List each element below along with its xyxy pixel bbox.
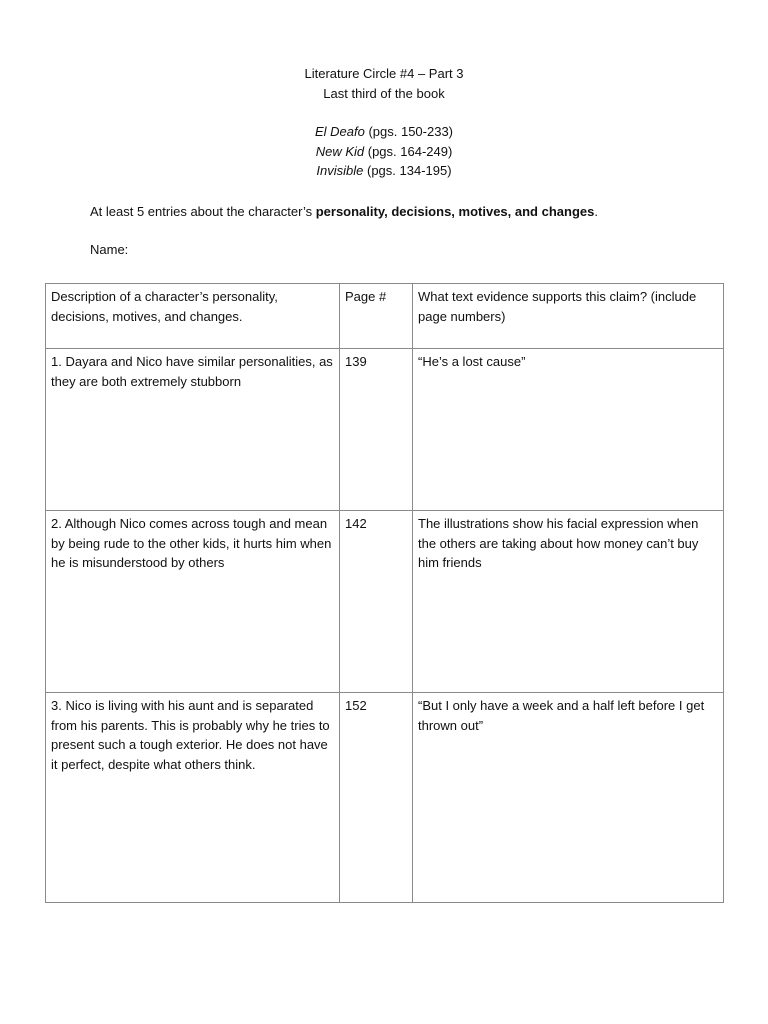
table-header-row [46, 284, 724, 349]
page-cell: 152 [340, 693, 413, 903]
instruction-prefix: At least 5 entries about the character’s [90, 204, 316, 219]
instruction-text [90, 202, 598, 221]
book-title: El Deafo [314, 124, 365, 139]
evidence-cell: “He’s a lost cause” [413, 349, 724, 511]
header-description: Description of a character’s personality, decisions, motives, and changes. [46, 284, 340, 349]
instruction-suffix: . [594, 204, 598, 219]
header-subtitle: Last third of the book [323, 85, 445, 101]
page-cell: 142 [340, 511, 413, 693]
book-line-el-deafo [0, 122, 768, 142]
book-pages: (pgs. 134-195) [363, 163, 452, 178]
book-pages: (pgs. 150-233) [364, 124, 454, 139]
table-row [46, 349, 724, 511]
document-header [0, 64, 768, 181]
name-label: Name: [90, 242, 129, 257]
entries-table [45, 283, 724, 903]
book-line-invisible [0, 161, 768, 181]
instruction-emphasis: personality, decisions, motives, and changes [315, 204, 595, 219]
page-cell: 139 [340, 349, 413, 511]
header-title: Literature Circle #4 – Part 3 [304, 66, 464, 81]
book-line-new-kid [0, 142, 768, 162]
table-row [46, 511, 724, 693]
header-spacer [0, 103, 768, 122]
header-page: Page # [340, 284, 413, 349]
table-row [46, 693, 724, 903]
description-cell: 2. Although Nico comes across tough and mean by being rude to the other kids, it hurts him when he is misunderstood by others [46, 511, 340, 693]
header-evidence: What text evidence supports this claim? (include page numbers) [413, 284, 724, 349]
description-cell: 1. Dayara and Nico have similar personalities, as they are both extremely stubborn [46, 349, 340, 511]
evidence-cell: “But I only have a week and a half left before I get thrown out” [413, 693, 724, 903]
book-title: Invisible [316, 163, 364, 178]
book-title: New Kid [315, 143, 365, 159]
evidence-cell: The illustrations show his facial expression when the others are taking about how money can’t buy him friends [413, 511, 724, 693]
description-cell: 3. Nico is living with his aunt and is separated from his parents. This is probably why he tries to present such a tough exterior. He does not have it perfect, despite what others think. [46, 693, 340, 903]
book-pages: (pgs. 164-249) [364, 143, 453, 159]
